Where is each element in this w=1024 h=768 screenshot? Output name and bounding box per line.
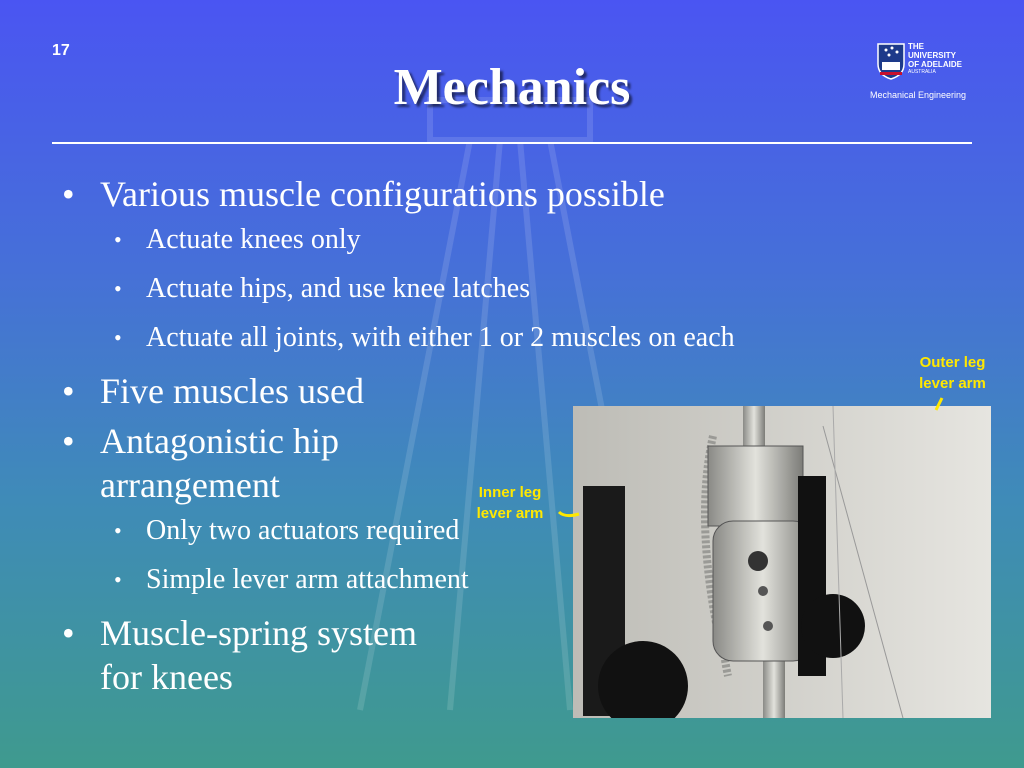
sub-bullet-item: • Simple lever arm attachment bbox=[60, 562, 900, 598]
title-divider bbox=[52, 142, 972, 144]
robot-hip-photo bbox=[573, 406, 991, 718]
inner-arrow-icon bbox=[555, 498, 583, 528]
sub-bullet-item: • Only two actuators required bbox=[60, 513, 900, 549]
bullet-item: • Antagonistic hip arrangement bbox=[60, 419, 900, 507]
logo-wordmark: THE UNIVERSITY OF ADELAIDE AUSTRALIA bbox=[908, 42, 962, 75]
slide-title: Mechanics bbox=[393, 59, 631, 116]
outer-leg-lever-arm-label: Outer leg lever arm bbox=[919, 354, 986, 392]
outer-arrow-icon bbox=[930, 394, 950, 414]
sub-bullet-item: • Actuate hips, and use knee latches bbox=[60, 271, 900, 307]
department-name: Mechanical Engineering bbox=[870, 90, 967, 100]
bullet-item: • Muscle-spring system for knees bbox=[60, 611, 900, 699]
bullet-item: • Various muscle configurations possible bbox=[60, 172, 900, 216]
inner-leg-lever-arm-label: Inner leg lever arm bbox=[476, 484, 544, 522]
sub-bullet-item: • Actuate all joints, with either 1 or 2 muscles on each bbox=[60, 320, 900, 356]
sub-bullet-item: • Actuate knees only bbox=[60, 222, 900, 258]
bullet-item: • Five muscles used bbox=[60, 369, 900, 413]
slide-number: 17 bbox=[52, 42, 70, 59]
shield-icon bbox=[876, 42, 906, 80]
